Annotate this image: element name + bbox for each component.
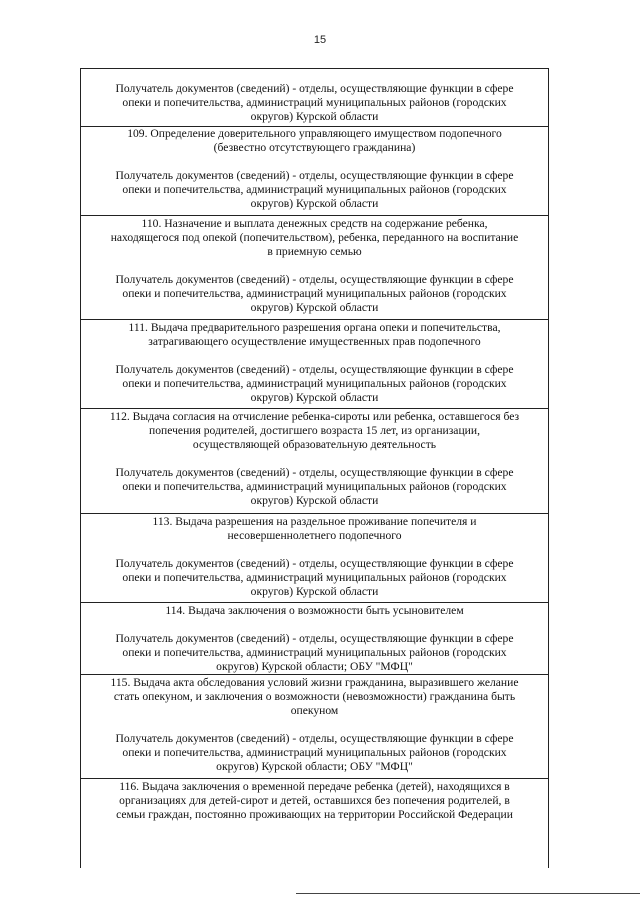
service-entry-114 bbox=[81, 604, 548, 674]
recipient-line: Получатель документов (сведений) - отделы, осуществляющие функции в сфере bbox=[115, 169, 514, 182]
recipient-line: округов) Курской области bbox=[250, 585, 379, 598]
row-divider bbox=[81, 215, 548, 216]
row-divider bbox=[81, 513, 548, 514]
recipient-line: округов) Курской области bbox=[250, 494, 379, 507]
service-entry-113 bbox=[81, 515, 548, 599]
row-divider bbox=[81, 319, 548, 320]
recipient-line: опеки и попечительства, администраций муниципальных районов (городских bbox=[122, 480, 507, 493]
recipient-line: округов) Курской области; ОБУ "МФЦ" bbox=[216, 660, 413, 673]
recipient-line: Получатель документов (сведений) - отделы, осуществляющие функции в сфере bbox=[115, 632, 514, 645]
recipient-line: Получатель документов (сведений) - отделы, осуществляющие функции в сфере bbox=[115, 557, 514, 570]
recipient-cell-continued bbox=[81, 82, 548, 124]
recipient-line: опеки и попечительства, администраций муниципальных районов (городских bbox=[122, 377, 507, 390]
recipient-line: опеки и попечительства, администраций муниципальных районов (городских bbox=[122, 646, 507, 659]
service-title-line: опекуном bbox=[290, 704, 339, 717]
service-entry-112 bbox=[81, 410, 548, 508]
service-title-line: 115. Выдача акта обследования условий жизни гражданина, выразившего желание bbox=[110, 676, 519, 689]
row-divider bbox=[81, 674, 548, 675]
service-entry-116 bbox=[81, 780, 548, 822]
services-table bbox=[80, 68, 549, 868]
recipient-line: округов) Курской области bbox=[250, 391, 379, 404]
recipient-line: Получатель документов (сведений) - отделы, осуществляющие функции в сфере bbox=[115, 466, 514, 479]
service-entry-115 bbox=[81, 676, 548, 774]
recipient-line: Получатель документов (сведений) - отделы, осуществляющие функции в сфере bbox=[115, 273, 514, 286]
service-title-line: стать опекуном, и заключения о возможности (невозможности) гражданина быть bbox=[113, 690, 516, 703]
recipient-line: опеки и попечительства, администраций муниципальных районов (городских bbox=[122, 183, 507, 196]
recipient-line: округов) Курской области bbox=[250, 110, 379, 123]
service-title-line: (безвестно отсутствующего гражданина) bbox=[213, 141, 416, 154]
service-title-line: несовершеннолетнего подопечного bbox=[227, 529, 402, 542]
footer-rule bbox=[296, 893, 640, 894]
recipient-line: Получатель документов (сведений) - отделы, осуществляющие функции в сфере bbox=[115, 363, 514, 376]
service-title-line: в приемную семью bbox=[267, 245, 362, 258]
recipient-line: округов) Курской области bbox=[250, 301, 379, 314]
recipient-line: округов) Курской области; ОБУ "МФЦ" bbox=[216, 760, 413, 773]
service-title-line: 112. Выдача согласия на отчисление ребенка-сироты или ребенка, оставшегося без bbox=[109, 410, 520, 423]
row-divider bbox=[81, 602, 548, 603]
recipient-line: округов) Курской области bbox=[250, 197, 379, 210]
recipient-line: Получатель документов (сведений) - отделы, осуществляющие функции в сфере bbox=[115, 732, 514, 745]
service-title-line: 109. Определение доверительного управляющего имуществом подопечного bbox=[127, 127, 502, 140]
service-title-line: осуществляющей образовательную деятельность bbox=[192, 438, 437, 451]
recipient-line: опеки и попечительства, администраций муниципальных районов (городских bbox=[122, 571, 507, 584]
service-title-line: 114. Выдача заключения о возможности быть усыновителем bbox=[165, 604, 464, 617]
page-number: 15 bbox=[313, 34, 327, 46]
recipient-line: опеки и попечительства, администраций муниципальных районов (городских bbox=[122, 746, 507, 759]
service-entry-110 bbox=[81, 217, 548, 315]
row-divider bbox=[81, 408, 548, 409]
service-title-line: 111. Выдача предварительного разрешения органа опеки и попечительства, bbox=[128, 321, 501, 334]
recipient-line: опеки и попечительства, администраций муниципальных районов (городских bbox=[122, 287, 507, 300]
service-title-line: попечения родителей, достигшего возраста 15 лет, из организации, bbox=[149, 424, 480, 437]
recipient-line: Получатель документов (сведений) - отделы, осуществляющие функции в сфере bbox=[115, 82, 514, 95]
recipient-line: опеки и попечительства, администраций муниципальных районов (городских bbox=[122, 96, 507, 109]
service-title-line: 110. Назначение и выплата денежных средств на содержание ребенка, bbox=[141, 217, 488, 230]
service-title-line: организациях для детей-сирот и детей, оставшихся без попечения родителей, в bbox=[119, 794, 510, 807]
service-entry-111 bbox=[81, 321, 548, 405]
service-title-line: затрагивающего осуществление имущественных прав подопечного bbox=[148, 335, 481, 348]
service-title-line: 116. Выдача заключения о временной передаче ребенка (детей), находящихся в bbox=[119, 780, 510, 793]
service-title-line: семьи граждан, постоянно проживающих на территории Российской Федерации bbox=[116, 808, 513, 821]
service-entry-109 bbox=[81, 127, 548, 211]
service-title-line: находящегося под опекой (попечительством), ребенка, переданного на воспитание bbox=[110, 231, 519, 244]
service-title-line: 113. Выдача разрешения на раздельное проживание попечителя и bbox=[152, 515, 477, 528]
row-divider bbox=[81, 778, 548, 779]
